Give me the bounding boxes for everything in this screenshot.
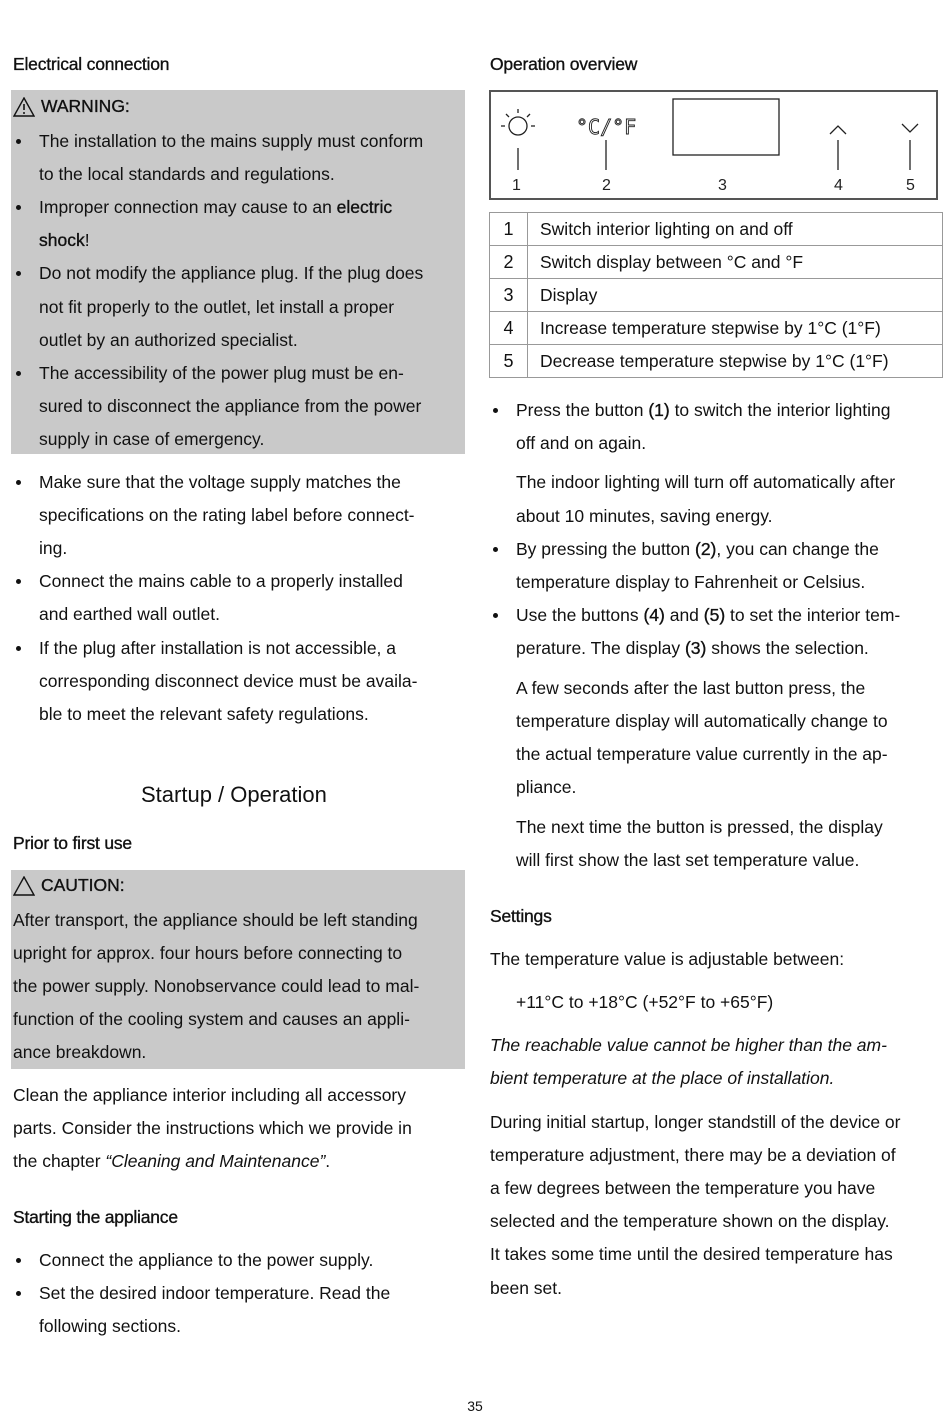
operation-text: Press the button [516, 400, 649, 420]
legend-row [490, 279, 943, 312]
operation-text: By pressing the button [516, 539, 695, 559]
legend-description: Decrease temperature stepwise by 1°C (1°F) [528, 345, 943, 378]
operation-text: shows the selection. [706, 638, 869, 658]
warning-triangle-icon [13, 97, 35, 117]
connection-line: Make sure that the voltage supply matches the [39, 472, 401, 492]
chevron-down-icon [902, 124, 918, 170]
panel-number-1: 1 [512, 177, 521, 194]
operation-text: The next time the button is pressed, the display [516, 817, 883, 837]
legend-number: 1 [490, 213, 528, 246]
light-icon [501, 109, 535, 170]
warning-line [39, 164, 335, 184]
warning-line [39, 330, 298, 350]
control-panel-diagram [489, 90, 938, 200]
caution-title [13, 875, 125, 896]
legend-number: 3 [490, 279, 528, 312]
operation-line [516, 400, 891, 420]
display-window [673, 99, 779, 155]
legend-description: Increase temperature stepwise by 1°C (1°F) [528, 312, 943, 345]
button-reference: (4) [643, 605, 665, 625]
warning-line-text: supply in case of emergency. [39, 428, 265, 449]
warning-line [39, 197, 392, 217]
button-reference: (5) [703, 605, 726, 625]
settings-heading: Settings [490, 906, 552, 926]
legend-row [490, 213, 943, 246]
panel-number-3: 3 [718, 177, 727, 194]
caution-line: After transport, the appliance should be left standing [13, 910, 418, 930]
panel-number-4: 4 [834, 177, 843, 194]
operation-text: The indoor lighting will turn off automatically after [516, 472, 896, 492]
legend-row [490, 345, 943, 378]
electrical-connection-heading: Electrical connection [13, 54, 170, 74]
caution-box [11, 870, 465, 1069]
operation-text: A few seconds after the last button press, the [516, 678, 866, 698]
warning-line [39, 131, 423, 151]
operation-line [516, 472, 895, 492]
settings-range: +11°C to +18°C (+52°F to +65°F) [516, 992, 774, 1012]
settings-body-line: temperature adjustment, there may be a deviation of [490, 1145, 896, 1166]
settings-body-line: During initial startup, longer standstill of the device or [490, 1112, 901, 1132]
settings-body-line: selected and the temperature shown on the display. [490, 1211, 890, 1232]
prior-to-first-use-heading: Prior to first use [13, 833, 132, 853]
unit-toggle-icon [576, 115, 636, 170]
starting-line: Set the desired indoor temperature. Read the [39, 1283, 391, 1304]
settings-intro: The temperature value is adjustable between: [490, 949, 845, 969]
connection-line: Connect the mains cable to a properly installed [39, 571, 403, 592]
operation-line [516, 678, 865, 698]
operation-text: , you can change the [716, 539, 879, 559]
operation-text: perature. The display [516, 638, 685, 658]
warning-line-text: Do not modify the appliance plug. If the plug does [39, 263, 424, 284]
caution-line: function of the cooling system and causes an appli- [13, 1009, 410, 1030]
operation-line [516, 817, 883, 837]
operation-line [516, 572, 865, 592]
caution-line: ance breakdown. [13, 1042, 147, 1063]
operation-text: pliance. [516, 777, 577, 797]
warning-line-text: Improper connection may cause to an [39, 197, 337, 218]
caution-label: CAUTION: [41, 875, 125, 895]
operation-line [516, 744, 888, 764]
operation-line [516, 605, 900, 625]
warning-title [13, 96, 130, 117]
button-reference: (3) [684, 638, 707, 658]
warning-label: WARNING: [41, 96, 130, 116]
caution-line: upright for approx. four hours before connecting to [13, 943, 403, 964]
clean-line-text: the chapter [13, 1151, 106, 1172]
settings-body-line: a few degrees between the temperature you have [490, 1178, 876, 1199]
operation-text: and [664, 605, 704, 625]
clean-line-text: parts. Consider the instructions which we provide in [13, 1118, 412, 1139]
button-reference: (1) [648, 400, 670, 420]
operation-line [516, 711, 888, 731]
operation-text: the actual temperature value currently in the ap- [516, 744, 888, 764]
connection-line: ing. [39, 538, 68, 559]
warning-line-text: ! [84, 230, 90, 251]
legend-row [490, 246, 943, 279]
operation-text: about 10 minutes, saving energy. [516, 506, 773, 526]
unit-toggle-label: °C/°F [576, 115, 637, 139]
operation-overview-heading: Operation overview [490, 54, 638, 74]
startup-operation-title: Startup / Operation [141, 782, 327, 807]
starting-line: following sections. [39, 1316, 182, 1337]
operation-text: off and on again. [516, 433, 647, 453]
chevron-up-icon [830, 126, 846, 170]
control-legend-table [489, 212, 943, 378]
legend-description: Switch display between °C and °F [528, 246, 943, 279]
warning-line [39, 297, 394, 317]
connection-line: and earthed wall outlet. [39, 604, 220, 625]
operation-line [516, 850, 859, 870]
operation-text: to set the interior tem- [725, 605, 901, 625]
operation-line [516, 638, 869, 658]
warning-line [39, 363, 404, 383]
operation-text: will first show the last set temperature value. [516, 850, 860, 870]
operation-text: to switch the interior lighting [669, 400, 891, 420]
caution-line: the power supply. Nonobservance could lead to mal- [13, 976, 420, 997]
button-reference: (2) [695, 539, 717, 559]
warning-line-emphasis: electric [336, 197, 393, 218]
caution-triangle-icon [13, 876, 35, 896]
operation-line [516, 506, 773, 526]
clean-line [13, 1118, 412, 1138]
settings-note-line: The reachable value cannot be higher than the am- [490, 1035, 887, 1055]
legend-number: 5 [490, 345, 528, 378]
panel-number-2: 2 [602, 177, 611, 194]
legend-description: Display [528, 279, 943, 312]
page-number: 35 [467, 1398, 483, 1414]
warning-line [39, 396, 421, 416]
operation-line [516, 777, 576, 797]
clean-line-text: . [325, 1151, 331, 1172]
legend-number: 4 [490, 312, 528, 345]
chapter-reference: “Cleaning and Maintenance” [105, 1151, 326, 1172]
connection-line: corresponding disconnect device must be availa- [39, 670, 418, 691]
clean-line [13, 1085, 406, 1105]
control-panel-drawing [491, 92, 936, 198]
legend-row [490, 312, 943, 345]
settings-note-line: bient temperature at the place of installation. [490, 1068, 835, 1089]
warning-line-text: The accessibility of the power plug must be en- [39, 362, 404, 383]
connection-line: ble to meet the relevant safety regulations. [39, 703, 369, 724]
settings-body-line: It takes some time until the desired temperature has [490, 1244, 893, 1265]
clean-line [13, 1151, 330, 1171]
warning-line [39, 263, 423, 283]
legend-number: 2 [490, 246, 528, 279]
operation-text: Use the buttons [516, 605, 644, 625]
warning-line-text: The installation to the mains supply must conform [39, 131, 424, 151]
connection-line: specifications on the rating label before connect- [39, 505, 415, 526]
operation-line [516, 539, 879, 559]
warning-line-text: sured to disconnect the appliance from the power [39, 395, 422, 416]
connection-line: If the plug after installation is not accessible, a [39, 637, 397, 658]
clean-line-text: Clean the appliance interior including all accessory [13, 1085, 406, 1105]
operation-text: temperature display to Fahrenheit or Celsius. [516, 572, 866, 592]
operation-text: temperature display will automatically change to [516, 711, 888, 731]
panel-number-5: 5 [906, 177, 915, 194]
warning-line-text: to the local standards and regulations. [39, 164, 335, 185]
settings-body-line: been set. [490, 1277, 562, 1298]
starting-appliance-heading: Starting the appliance [13, 1207, 178, 1227]
warning-line [39, 230, 90, 250]
warning-line [39, 429, 264, 449]
warning-line-emphasis: shock [39, 230, 85, 251]
warning-box [11, 90, 465, 454]
warning-line-text: outlet by an authorized specialist. [39, 329, 298, 350]
operation-line [516, 433, 646, 453]
legend-description: Switch interior lighting on and off [528, 213, 943, 246]
starting-line: Connect the appliance to the power supply. [39, 1250, 374, 1270]
warning-line-text: not fit properly to the outlet, let install a proper [39, 296, 395, 317]
